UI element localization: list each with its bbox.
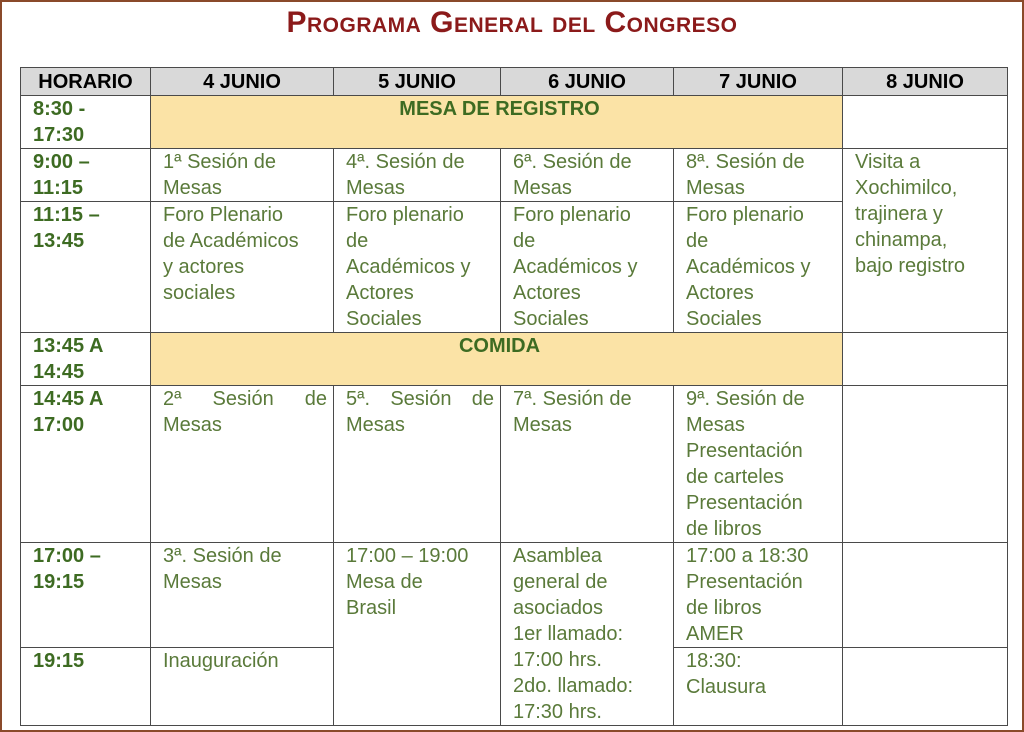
time-cell: 17:00 – 19:15	[21, 543, 151, 648]
empty-cell	[843, 386, 1008, 543]
empty-cell	[843, 648, 1008, 726]
table-row	[21, 333, 1008, 386]
asamblea-cell: Asamblea general de asociados 1er llamado: 17:00 hrs. 2do. llamado: 17:30 hrs.	[501, 543, 674, 726]
schedule-cell: 6ª. Sesión de Mesas	[501, 149, 674, 202]
time-cell: 8:30 - 17:30	[21, 96, 151, 149]
time-cell: 19:15	[21, 648, 151, 726]
table-row	[21, 96, 1008, 149]
header-8-junio: 8 JUNIO	[843, 68, 1008, 96]
empty-cell	[843, 543, 1008, 648]
table-row	[21, 543, 1008, 648]
schedule-cell: 5ª. Sesión de Mesas	[334, 386, 501, 543]
header-6-junio: 6 JUNIO	[501, 68, 674, 96]
schedule-cell: 8ª. Sesión de Mesas	[674, 149, 843, 202]
schedule-cell: 1ª Sesión de Mesas	[151, 149, 334, 202]
empty-cell	[843, 333, 1008, 386]
schedule-cell: 18:30: Clausura	[674, 648, 843, 726]
header-7-junio: 7 JUNIO	[674, 68, 843, 96]
header-4-junio: 4 JUNIO	[151, 68, 334, 96]
schedule-cell: Foro plenario de Académicos y Actores Sociales	[501, 202, 674, 333]
header-horario: HORARIO	[21, 68, 151, 96]
time-cell: 13:45 A 14:45	[21, 333, 151, 386]
time-cell: 14:45 A 17:00	[21, 386, 151, 543]
mesa-registro-band: MESA DE REGISTRO	[151, 96, 843, 149]
schedule-cell: 3ª. Sesión de Mesas	[151, 543, 334, 648]
schedule-cell: 17:00 a 18:30 Presentación de libros AMER	[674, 543, 843, 648]
table-row	[21, 149, 1008, 202]
schedule-cell: 9ª. Sesión de Mesas Presentación de carteles Presentación de libros	[674, 386, 843, 543]
table-row	[21, 386, 1008, 543]
schedule-table	[20, 67, 1008, 726]
schedule-cell: 7ª. Sesión de Mesas	[501, 386, 674, 543]
mesa-brasil-cell: 17:00 – 19:00 Mesa de Brasil	[334, 543, 501, 726]
empty-cell	[843, 96, 1008, 149]
schedule-cell: Foro Plenario de Académicos y actores sociales	[151, 202, 334, 333]
time-cell: 9:00 – 11:15	[21, 149, 151, 202]
header-5-junio: 5 JUNIO	[334, 68, 501, 96]
schedule-cell: 4ª. Sesión de Mesas	[334, 149, 501, 202]
schedule-cell: Inauguración	[151, 648, 334, 726]
schedule-cell: 2ª Sesión de Mesas	[151, 386, 334, 543]
header-row	[21, 68, 1008, 96]
comida-band: COMIDA	[151, 333, 843, 386]
time-cell: 11:15 – 13:45	[21, 202, 151, 333]
page-title: Programa General del Congreso	[286, 6, 738, 39]
visita-xochimilco-cell: Visita a Xochimilco, trajinera y chinampa, bajo registro	[843, 149, 1008, 333]
schedule-cell: Foro plenario de Académicos y Actores Sociales	[674, 202, 843, 333]
schedule-cell: Foro plenario de Académicos y Actores Sociales	[334, 202, 501, 333]
